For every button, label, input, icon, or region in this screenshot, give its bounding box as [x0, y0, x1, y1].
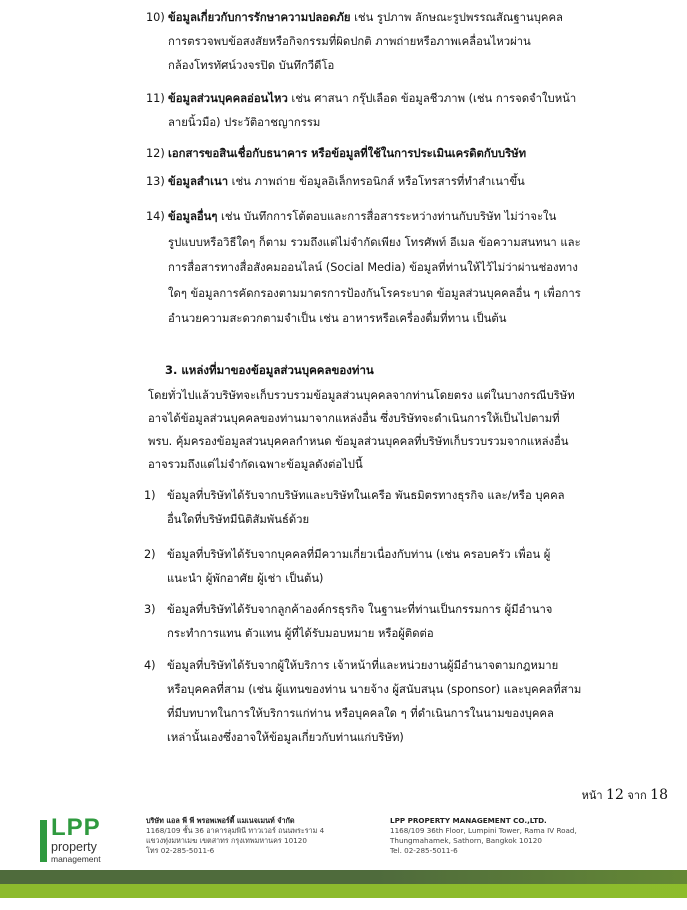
- item-line: การตรวจพบข้อสงสัยหรือกิจกรรมที่ผิดปกติ ภาพถ่ายหรือภาพเคลื่อนไหวผ่าน: [168, 35, 531, 48]
- item-line: [168, 170, 525, 194]
- paragraph-line: อาจได้ข้อมูลส่วนบุคคลของท่านมาจากแหล่งอื่น ซึ่งบริษัทจะดำเนินการให้เป็นไปตามที่: [148, 412, 560, 425]
- thai-company-name: บริษัท แอล พี พี พรอพเพอร์ตี้ แมเนจเมนท์ จำกัด: [146, 816, 295, 825]
- intro-paragraph: [148, 384, 575, 476]
- item-line: [168, 6, 563, 30]
- source-number: 3): [144, 603, 156, 616]
- item-line: การสื่อสารทางสื่อสังคมออนไลน์ (Social Media) ข้อมูลที่ท่านให้ไว้ไม่ว่าผ่านช่องทาง: [168, 261, 578, 274]
- item-line: กล้องโทรทัศน์วงจรปิด บันทึกวีดีโอ: [168, 59, 335, 72]
- item-number: 10): [146, 11, 165, 24]
- address-line: 1168/109 36th Floor, Lumpini Tower, Rama IV Road,: [390, 826, 577, 835]
- logo-bar: [40, 820, 47, 862]
- page-number-total: 18: [650, 787, 668, 803]
- english-address: [390, 816, 577, 856]
- source-number: 1): [144, 489, 156, 502]
- item-number: 11): [146, 92, 165, 105]
- item-line: รูปแบบหรือวิธีใดๆ ก็ตาม รวมถึงแต่ไม่จำกัดเพียง โทรศัพท์ อีเมล ข้อความสนทนา และ: [168, 235, 581, 249]
- item-line: [168, 142, 526, 166]
- page-number-of: จาก: [627, 789, 647, 802]
- source-line: ข้อมูลที่บริษัทได้รับจากผู้ให้บริการ เจ้าหน้าที่และหน่วยงานผู้มีอำนาจตามกฎหมาย: [167, 659, 559, 672]
- section-heading: 3. แหล่งที่มาของข้อมูลส่วนบุคคลของท่าน: [165, 363, 374, 377]
- item-number: 14): [146, 210, 165, 223]
- item-bold-label: ข้อมูลส่วนบุคคลอ่อนไหว: [168, 92, 288, 105]
- source-number: 2): [144, 548, 156, 561]
- item-line: ลายนิ้วมือ) ประวัติอาชญากรรม: [168, 116, 321, 129]
- item-line: อำนวยความสะดวกตามจำเป็น เช่น อาหารหรือเครื่องดื่มที่ทาน เป็นต้น: [168, 312, 507, 325]
- english-company-name: LPP PROPERTY MANAGEMENT CO.,LTD.: [390, 816, 547, 825]
- page-number: [582, 786, 668, 804]
- paragraph-line: อาจรวมถึงแต่ไม่จำกัดเฉพาะข้อมูลดังต่อไปนี้: [148, 458, 363, 471]
- source-line: แนะนำ ผู้พักอาศัย ผู้เช่า เป็นต้น): [167, 571, 324, 585]
- address-line: แขวงทุ่งมหาเมฆ เขตสาทร กรุงเทพมหานคร 10120: [146, 836, 307, 845]
- item-text: เช่น ศาสนา กรุ๊ปเลือด ข้อมูลชีวภาพ (เช่น การจดจำใบหน้า: [287, 92, 577, 105]
- source-number: 4): [144, 659, 156, 672]
- page-number-current: 12: [606, 787, 624, 803]
- paragraph-line: โดยทั่วไปแล้วบริษัทจะเก็บรวบรวมข้อมูลส่วนบุคคลจากท่านโดยตรง แต่ในบางกรณีบริษัท: [148, 389, 575, 402]
- logo-line1: property: [51, 840, 97, 854]
- source-line: เหล่านั้นเองซึ่งอาจให้ข้อมูลเกี่ยวกับท่านแก่บริษัท): [167, 731, 404, 744]
- item-bold-label: ข้อมูลอื่นๆ: [168, 210, 218, 223]
- page-number-prefix: หน้า: [581, 789, 603, 802]
- logo-line2: management: [51, 854, 101, 864]
- item-text: เช่น บันทึกการโต้ตอบและการสื่อสารระหว่างท่านกับบริษัท ไม่ว่าจะใน: [217, 210, 557, 223]
- source-line: ข้อมูลที่บริษัทได้รับจากบริษัทและบริษัทในเครือ พันธมิตรทางธุรกิจ และ/หรือ บุคคล: [167, 489, 565, 502]
- source-line: ข้อมูลที่บริษัทได้รับจากลูกค้าองค์กรธุรกิจ ในฐานะที่ท่านเป็นกรรมการ ผู้มีอำนาจ: [167, 603, 553, 616]
- paragraph-line: พรบ. คุ้มครองข้อมูลส่วนบุคคลกำหนด ข้อมูลส่วนบุคคลที่บริษัทเก็บรวบรวมจากแหล่งอื่น: [148, 435, 569, 448]
- item-line: [168, 87, 576, 111]
- item-bold-label: เอกสารขอสินเชื่อกับธนาคาร หรือข้อมูลที่ใช้ในการประเมินเครดิตกับบริษัท: [168, 147, 527, 160]
- address-line: โทร 02-285-5011-6: [146, 846, 215, 855]
- item-text: เช่น ภาพถ่าย ข้อมูลอิเล็กทรอนิกส์ หรือโทรสารที่ทำสำเนาขึ้น: [228, 175, 525, 188]
- source-line: หรือบุคคลที่สาม (เช่น ผู้แทนของท่าน นายจ้าง ผู้สนับสนุน (sponsor) และบุคคลที่สาม: [167, 683, 582, 696]
- logo-brand: LPP: [51, 814, 101, 841]
- address-line: Tel. 02-285-5011-6: [390, 846, 458, 855]
- address-line: Thungmahamek, Sathorn, Bangkok 10120: [390, 836, 542, 845]
- thai-address: [146, 816, 324, 856]
- item-line: ใดๆ ข้อมูลการคัดกรองตามมาตรการป้องกันโรคระบาด ข้อมูลส่วนบุคคลอื่น ๆ เพื่อการ: [168, 286, 581, 300]
- item-bold-label: ข้อมูลเกี่ยวกับการรักษาความปลอดภัย: [168, 11, 351, 24]
- page-footer: [0, 810, 687, 910]
- source-line: อื่นใดที่บริษัทมีนิติสัมพันธ์ด้วย: [167, 512, 310, 526]
- address-line: 1168/109 ชั้น 36 อาคารลุมพินี ทาวเวอร์ ถนนพระราม 4: [146, 826, 325, 835]
- footer-band-gradient: [0, 870, 687, 898]
- item-number: 12): [146, 147, 165, 160]
- source-line: กระทำการแทน ตัวแทน ผู้ที่ได้รับมอบหมาย หรือผู้ติดต่อ: [167, 626, 434, 640]
- item-text: เช่น รูปภาพ ลักษณะรูปพรรณสัณฐานบุคคล: [350, 11, 563, 24]
- item-number: 13): [146, 175, 165, 188]
- company-logo: [40, 814, 130, 866]
- source-line: ข้อมูลที่บริษัทได้รับจากบุคคลที่มีความเกี่ยวเนื่องกับท่าน (เช่น ครอบครัว เพื่อน ผู้: [167, 548, 551, 561]
- item-bold-label: ข้อมูลสำเนา: [168, 175, 229, 188]
- item-line: [168, 204, 581, 230]
- source-line: ที่มีบทบาทในการให้บริการแก่ท่าน หรือบุคคลใด ๆ ที่ดำเนินการในนามของบุคคล: [167, 707, 554, 720]
